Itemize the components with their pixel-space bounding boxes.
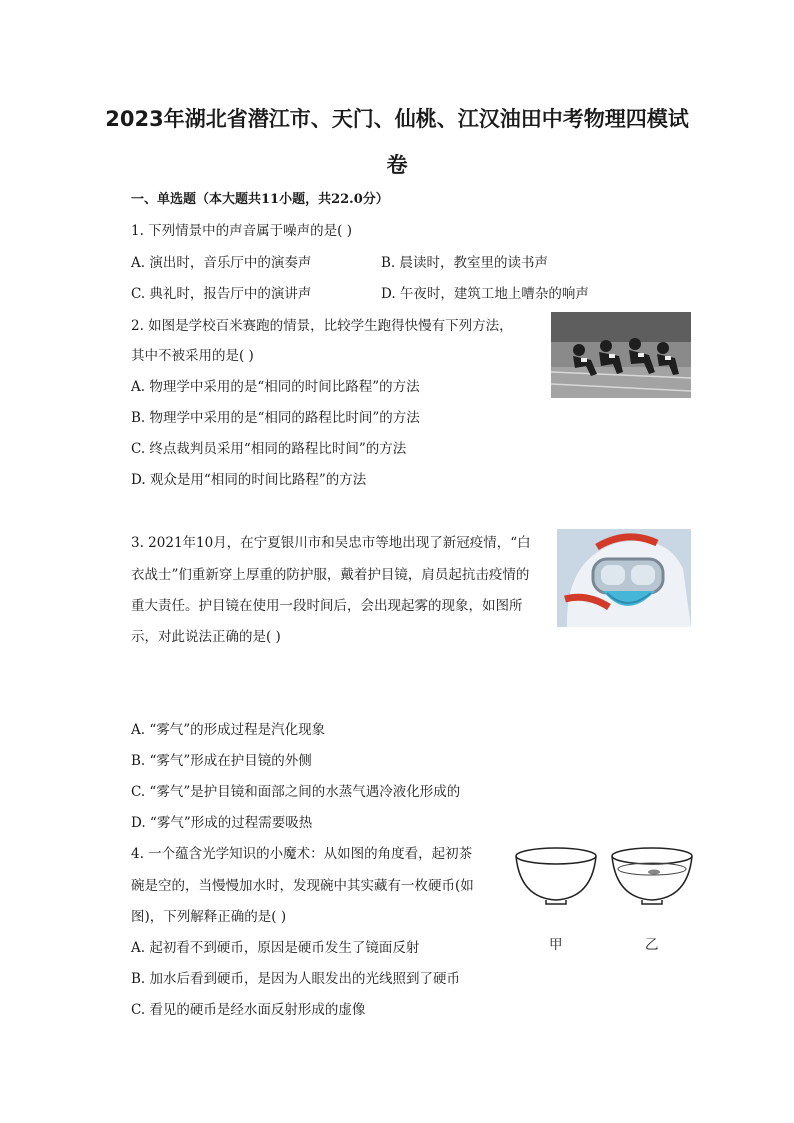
bowl-yi-icon bbox=[612, 848, 692, 904]
goggles-worker-image bbox=[557, 529, 691, 627]
q2-option-d: D. 观众是用“相同的时间比路程”的方法 bbox=[131, 472, 367, 488]
q4-stem-2: 碗是空的，当慢慢加水时，发现碗中其实藏有一枚硬币(如 bbox=[131, 878, 474, 894]
q3-stem-3: 重大责任。护目镜在使用一段时间后，会出现起雾的现象，如图所 bbox=[131, 598, 523, 614]
q3-option-b: B. “雾气”形成在护目镜的外侧 bbox=[131, 753, 312, 769]
tea-bowls-figure bbox=[512, 842, 697, 912]
q1-stem: 1. 下列情景中的声音属于噪声的是( ) bbox=[131, 223, 352, 239]
bowl-jia-icon bbox=[516, 848, 596, 904]
q4-option-a: A. 起初看不到硬币，原因是硬币发生了镜面反射 bbox=[131, 940, 420, 956]
sprint-race-image bbox=[551, 312, 691, 398]
q2-option-b: B. 物理学中采用的是“相同的路程比时间”的方法 bbox=[131, 410, 420, 426]
q3-option-c: C. “雾气”是护目镜和面部之间的水蒸气遇冷液化形成的 bbox=[131, 784, 461, 800]
q3-stem-2: 衣战士”们重新穿上厚重的防护服，戴着护目镜，肩员起抗击疫情的 bbox=[131, 567, 530, 583]
title-line-2: 卷 bbox=[386, 153, 408, 177]
q2-stem-1: 2. 如图是学校百米赛跑的情景，比较学生跑得快慢有下列方法， bbox=[131, 318, 513, 334]
q2-option-c: C. 终点裁判员采用“相同的路程比时间”的方法 bbox=[131, 441, 407, 457]
q1-option-a: A. 演出时，音乐厅中的演奏声 bbox=[131, 255, 312, 271]
title-line-1: 2023年湖北省潜江市、天门、仙桃、江汉油田中考物理四模试 bbox=[105, 107, 689, 131]
figure-label-yi: 乙 bbox=[645, 937, 659, 953]
q1-option-c: C. 典礼时，报告厅中的演讲声 bbox=[131, 286, 312, 302]
q2-stem-2: 其中不被采用的是( ) bbox=[131, 348, 254, 364]
page-title bbox=[90, 96, 704, 188]
q1-option-d: D. 午夜时，建筑工地上嘈杂的响声 bbox=[381, 286, 589, 302]
q3-stem-4: 示，对此说法正确的是( ) bbox=[131, 629, 281, 645]
q3-option-a: A. “雾气”的形成过程是汽化现象 bbox=[131, 722, 326, 738]
figure-label-jia: 甲 bbox=[549, 937, 563, 953]
coin-icon bbox=[648, 870, 660, 875]
q4-option-c: C. 看见的硬币是经水面反射形成的虚像 bbox=[131, 1002, 366, 1018]
q2-option-a: A. 物理学中采用的是“相同的时间比路程”的方法 bbox=[131, 379, 420, 395]
section-heading: 一、单选题（本大题共11小题，共22.0分） bbox=[131, 192, 389, 207]
q3-option-d: D. “雾气”形成的过程需要吸热 bbox=[131, 815, 313, 831]
q4-stem-3: 图)，下列解释正确的是( ) bbox=[131, 909, 287, 925]
q3-stem-1: 3. 2021年10月，在宁夏银川市和吴忠市等地出现了新冠疫情，“白 bbox=[131, 535, 531, 551]
q4-stem-1: 4. 一个蕴含光学知识的小魔术：从如图的角度看，起初茶 bbox=[131, 846, 473, 862]
q4-option-b: B. 加水后看到硬币，是因为人眼发出的光线照到了硬币 bbox=[131, 971, 461, 987]
q1-option-b: B. 晨读时，教室里的读书声 bbox=[381, 255, 549, 271]
